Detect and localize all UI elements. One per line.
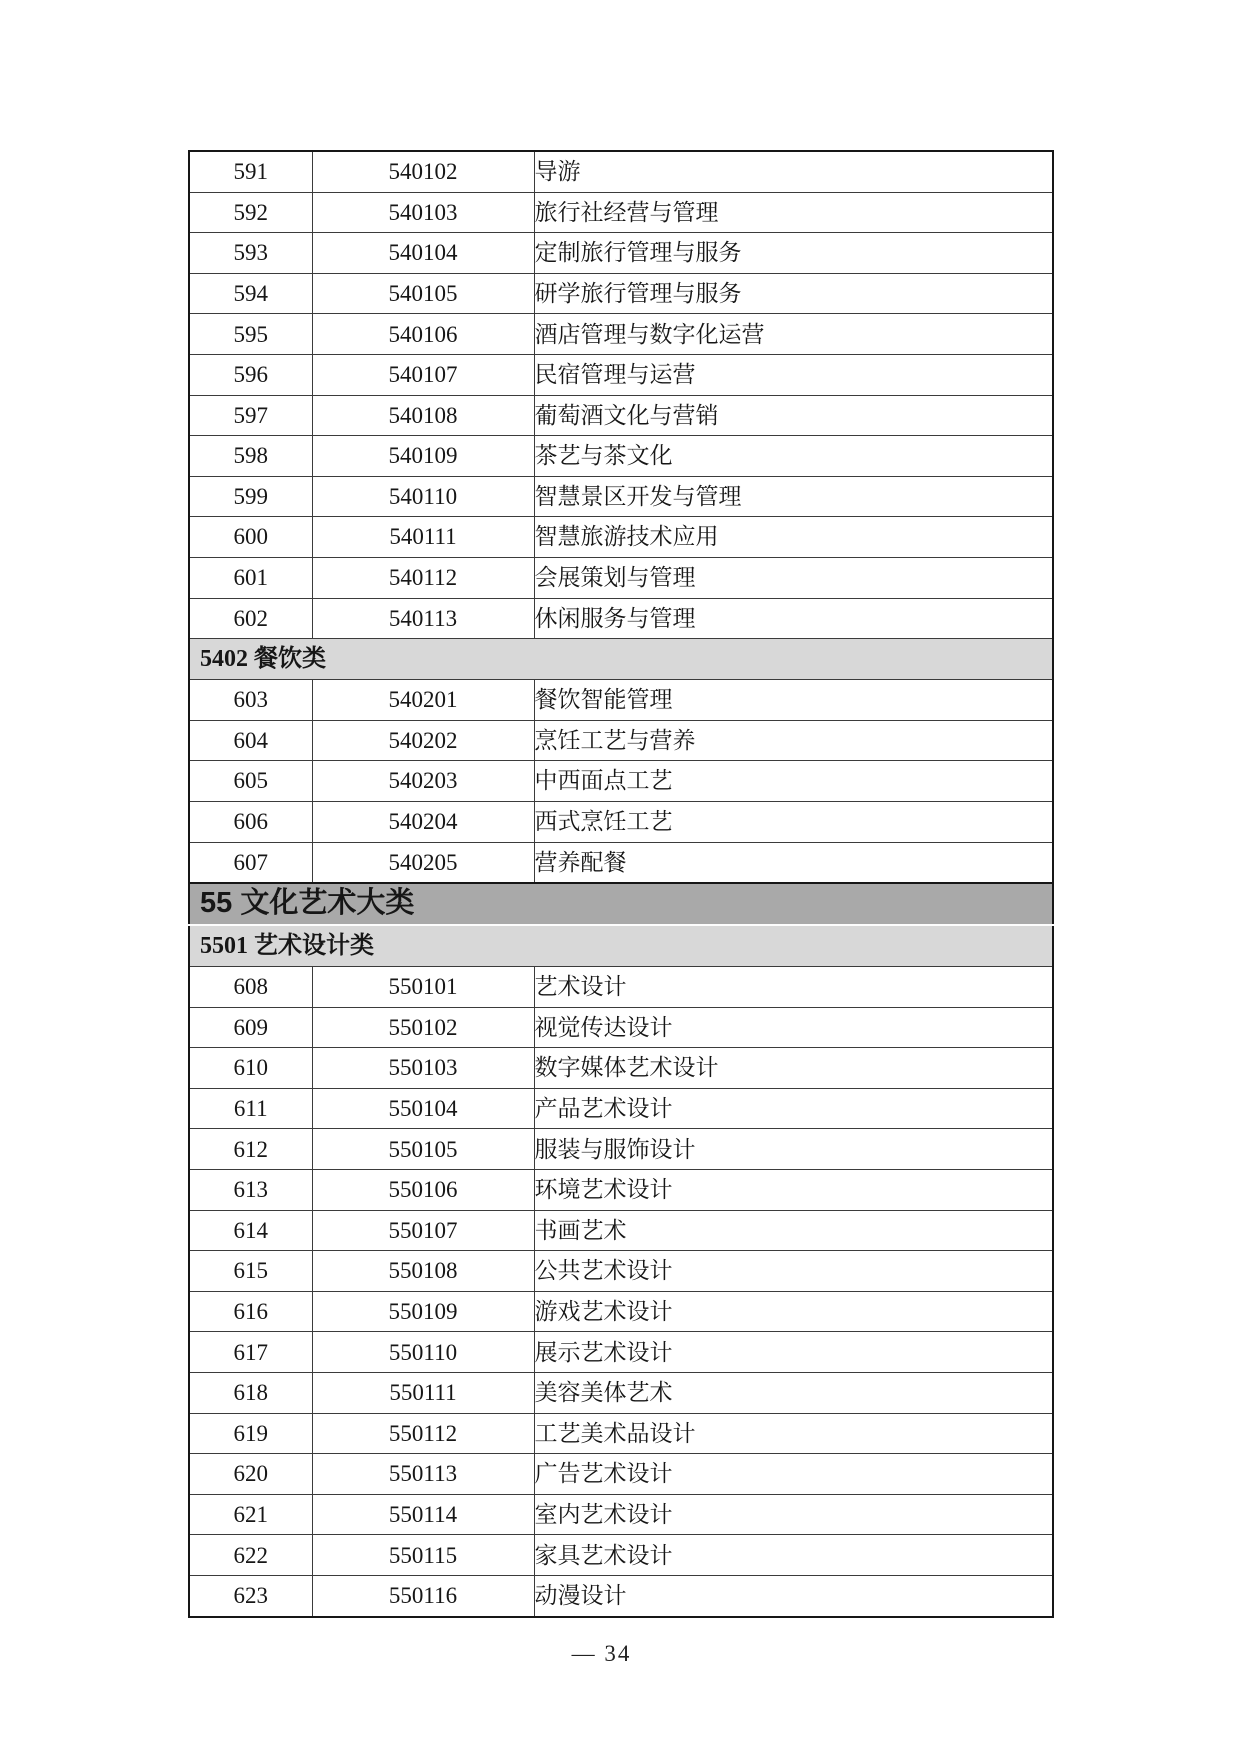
code-cell: 540201 [312,680,534,721]
table-row [189,1576,1053,1617]
seq-cell: 621 [189,1494,312,1535]
seq-cell: 608 [189,967,312,1008]
major-name-cell: 工艺美术品设计 [534,1413,1053,1454]
table-row [189,1494,1053,1535]
major-name-cell: 葡萄酒文化与营销 [534,395,1053,436]
major-name-cell: 环境艺术设计 [534,1170,1053,1211]
table-row [189,1413,1053,1454]
code-cell: 540205 [312,842,534,883]
major-name-cell: 旅行社经营与管理 [534,192,1053,233]
major-name-cell: 茶艺与茶文化 [534,436,1053,477]
seq-cell: 596 [189,354,312,395]
code-cell: 540111 [312,517,534,558]
seq-cell: 598 [189,436,312,477]
table-row [189,1291,1053,1332]
major-name-cell: 休闲服务与管理 [534,598,1053,639]
major-name-cell: 酒店管理与数字化运营 [534,314,1053,355]
seq-cell: 611 [189,1088,312,1129]
table-row [189,842,1053,883]
code-cell: 540102 [312,151,534,192]
code-cell: 540203 [312,761,534,802]
seq-cell: 618 [189,1373,312,1414]
seq-cell: 610 [189,1048,312,1089]
table-row [189,395,1053,436]
code-cell: 540105 [312,273,534,314]
category-row-sub [189,639,1053,680]
table-row [189,598,1053,639]
code-cell: 540109 [312,436,534,477]
seq-cell: 603 [189,680,312,721]
seq-cell: 612 [189,1129,312,1170]
codes-table-body [189,151,1053,1617]
seq-cell: 601 [189,557,312,598]
table-row [189,233,1053,274]
table-row [189,436,1053,477]
table-row [189,314,1053,355]
category-label: 5402 餐饮类 [189,639,1053,680]
table-row [189,1210,1053,1251]
major-name-cell: 室内艺术设计 [534,1494,1053,1535]
table-row [189,1007,1053,1048]
code-cell: 550110 [312,1332,534,1373]
seq-cell: 604 [189,720,312,761]
seq-cell: 605 [189,761,312,802]
table-row [189,192,1053,233]
seq-cell: 615 [189,1251,312,1292]
major-name-cell: 书画艺术 [534,1210,1053,1251]
seq-cell: 620 [189,1454,312,1495]
seq-cell: 619 [189,1413,312,1454]
seq-cell: 607 [189,842,312,883]
category-row-sub [189,925,1053,967]
seq-cell: 616 [189,1291,312,1332]
code-cell: 540104 [312,233,534,274]
major-name-cell: 视觉传达设计 [534,1007,1053,1048]
major-name-cell: 导游 [534,151,1053,192]
code-cell: 550113 [312,1454,534,1495]
seq-cell: 606 [189,801,312,842]
code-cell: 540103 [312,192,534,233]
table-row [189,476,1053,517]
major-name-cell: 家具艺术设计 [534,1535,1053,1576]
code-cell: 550115 [312,1535,534,1576]
code-cell: 550103 [312,1048,534,1089]
seq-cell: 613 [189,1170,312,1211]
seq-cell: 622 [189,1535,312,1576]
major-name-cell: 广告艺术设计 [534,1454,1053,1495]
table-row [189,761,1053,802]
major-name-cell: 智慧景区开发与管理 [534,476,1053,517]
seq-cell: 614 [189,1210,312,1251]
table-row [189,1088,1053,1129]
table-row [189,151,1053,192]
code-cell: 550112 [312,1413,534,1454]
table-row [189,517,1053,558]
seq-cell: 599 [189,476,312,517]
major-codes-table [188,150,1054,1618]
seq-cell: 594 [189,273,312,314]
major-name-cell: 烹饪工艺与营养 [534,720,1053,761]
category-label: 5501 艺术设计类 [189,925,1053,967]
code-cell: 540112 [312,557,534,598]
table-row [189,1332,1053,1373]
code-cell: 550104 [312,1088,534,1129]
code-cell: 540110 [312,476,534,517]
table-row [189,680,1053,721]
category-label: 55 文化艺术大类 [189,883,1053,925]
major-name-cell: 游戏艺术设计 [534,1291,1053,1332]
page-number: — 34 [571,1641,632,1666]
table-row [189,273,1053,314]
seq-cell: 617 [189,1332,312,1373]
major-name-cell: 营养配餐 [534,842,1053,883]
major-name-cell: 定制旅行管理与服务 [534,233,1053,274]
seq-cell: 623 [189,1576,312,1617]
seq-cell: 592 [189,192,312,233]
major-name-cell: 会展策划与管理 [534,557,1053,598]
table-row [189,354,1053,395]
category-row-major [189,883,1053,925]
code-cell: 550111 [312,1373,534,1414]
seq-cell: 602 [189,598,312,639]
code-cell: 540108 [312,395,534,436]
table-row [189,557,1053,598]
table-row [189,1454,1053,1495]
seq-cell: 597 [189,395,312,436]
code-cell: 550106 [312,1170,534,1211]
code-cell: 540106 [312,314,534,355]
major-name-cell: 动漫设计 [534,1576,1053,1617]
table-row [189,720,1053,761]
code-cell: 550105 [312,1129,534,1170]
major-name-cell: 研学旅行管理与服务 [534,273,1053,314]
code-cell: 550107 [312,1210,534,1251]
code-cell: 550114 [312,1494,534,1535]
table-row [189,801,1053,842]
major-name-cell: 产品艺术设计 [534,1088,1053,1129]
table-row [189,1251,1053,1292]
code-cell: 550108 [312,1251,534,1292]
seq-cell: 591 [189,151,312,192]
code-cell: 550109 [312,1291,534,1332]
major-name-cell: 服装与服饰设计 [534,1129,1053,1170]
major-name-cell: 展示艺术设计 [534,1332,1053,1373]
code-cell: 540107 [312,354,534,395]
code-cell: 540202 [312,720,534,761]
table-row [189,967,1053,1008]
code-cell: 540113 [312,598,534,639]
table-row [189,1373,1053,1414]
major-name-cell: 艺术设计 [534,967,1053,1008]
seq-cell: 600 [189,517,312,558]
seq-cell: 595 [189,314,312,355]
major-name-cell: 美容美体艺术 [534,1373,1053,1414]
major-name-cell: 中西面点工艺 [534,761,1053,802]
code-cell: 550102 [312,1007,534,1048]
major-codes-table-wrap [188,150,1052,1618]
major-name-cell: 西式烹饪工艺 [534,801,1053,842]
major-name-cell: 智慧旅游技术应用 [534,517,1053,558]
code-cell: 550116 [312,1576,534,1617]
table-row [189,1129,1053,1170]
seq-cell: 593 [189,233,312,274]
table-row [189,1048,1053,1089]
table-row [189,1535,1053,1576]
code-cell: 540204 [312,801,534,842]
code-cell: 550101 [312,967,534,1008]
seq-cell: 609 [189,1007,312,1048]
major-name-cell: 餐饮智能管理 [534,680,1053,721]
major-name-cell: 数字媒体艺术设计 [534,1048,1053,1089]
major-name-cell: 公共艺术设计 [534,1251,1053,1292]
major-name-cell: 民宿管理与运营 [534,354,1053,395]
table-row [189,1170,1053,1211]
